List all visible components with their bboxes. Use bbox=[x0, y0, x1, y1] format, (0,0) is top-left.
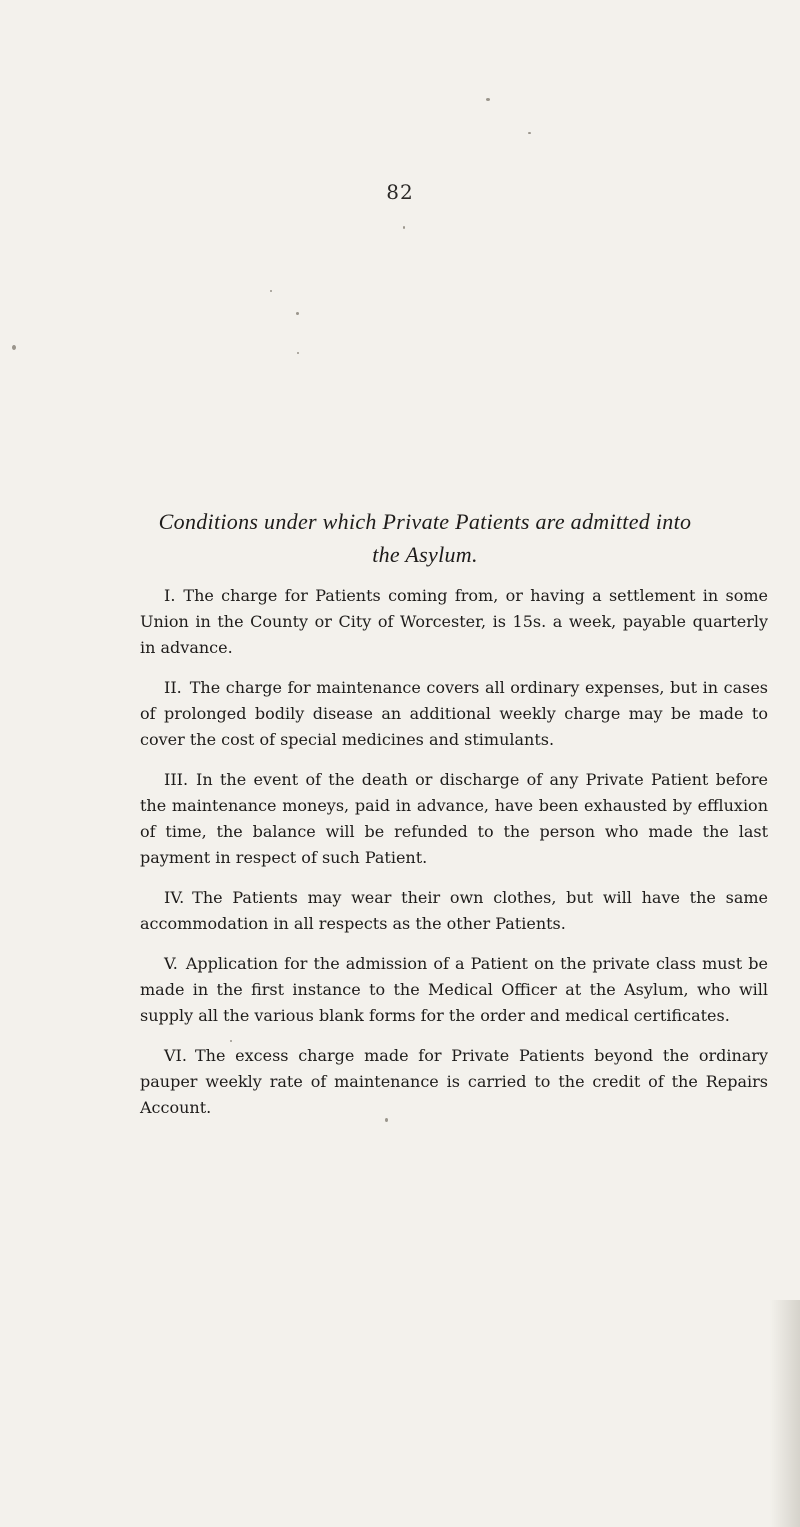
clause-3 bbox=[140, 767, 768, 871]
clause-6 bbox=[140, 1043, 768, 1121]
paper-speck bbox=[12, 345, 16, 350]
clause-numeral: VI. bbox=[164, 1046, 187, 1065]
paper-speck bbox=[270, 290, 272, 292]
page-title bbox=[80, 505, 770, 571]
paper-speck bbox=[230, 1040, 232, 1042]
paper-speck bbox=[486, 98, 490, 101]
clause-numeral: I. bbox=[164, 586, 176, 605]
clause-numeral: IV. bbox=[164, 888, 185, 907]
title-line-1: Conditions under which Private Patients are admitted into bbox=[158, 509, 692, 534]
clause-numeral: V. bbox=[164, 954, 178, 973]
page-edge-shadow bbox=[770, 1300, 800, 1527]
clause-1 bbox=[140, 583, 768, 661]
paper-speck bbox=[385, 1118, 388, 1122]
paper-speck bbox=[296, 312, 299, 315]
paper-speck bbox=[528, 132, 531, 134]
clause-4 bbox=[140, 885, 768, 937]
clause-2 bbox=[140, 675, 768, 753]
title-line-2: the Asylum. bbox=[372, 542, 478, 567]
clause-text: The Patients may wear their own clothes, but will have the same accommodation in all respects as the other Patients. bbox=[140, 888, 768, 933]
paper-speck bbox=[297, 352, 299, 354]
clause-text: In the event of the death or discharge of any Private Patient before the maintenance moneys, paid in advance, have been exhausted by effluxion of time, the balance will be refunded to the person who made the last payment in respect of such Patient. bbox=[140, 770, 768, 867]
clause-numeral: III. bbox=[164, 770, 189, 789]
clause-5 bbox=[140, 951, 768, 1029]
clause-text: The excess charge made for Private Patients beyond the ordinary pauper weekly rate of maintenance is carried to the credit of the Repairs Account. bbox=[140, 1046, 768, 1117]
page-number: 82 bbox=[386, 180, 414, 204]
conditions-list bbox=[140, 583, 768, 1135]
clause-text: The charge for maintenance covers all ordinary expenses, but in cases of prolonged bodily disease an additional weekly charge may be made to cover the cost of special medicines and stimulants. bbox=[140, 678, 768, 749]
clause-text: Application for the admission of a Patient on the private class must be made in the first instance to the Medical Officer at the Asylum, who will supply all the various blank forms for the order and medical certificates. bbox=[140, 954, 768, 1025]
clause-numeral: II. bbox=[164, 678, 182, 697]
paper-speck bbox=[403, 226, 405, 229]
clause-text: The charge for Patients coming from, or having a settlement in some Union in the County or City of Worcester, is 15s. a week, payable quarterly in advance. bbox=[140, 586, 768, 657]
